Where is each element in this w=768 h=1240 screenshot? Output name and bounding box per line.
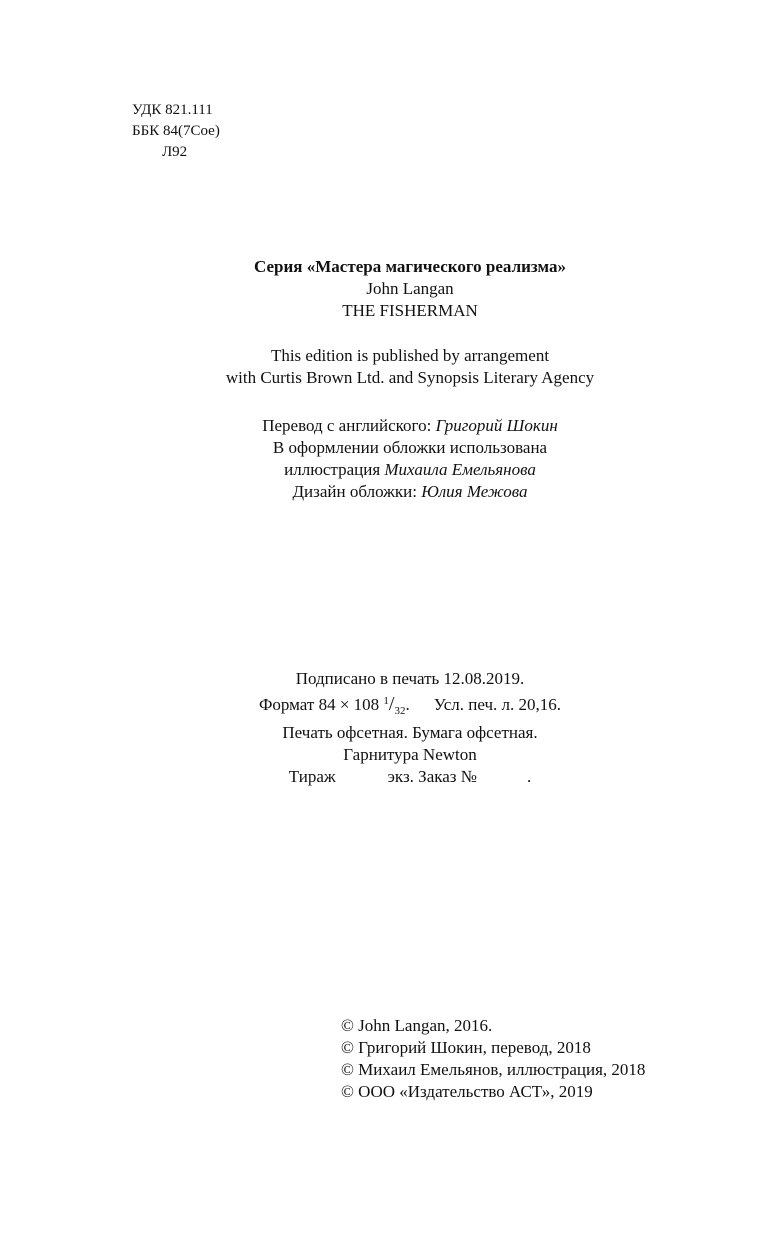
cover-line: В оформлении обложки использована — [272, 438, 548, 457]
format-end: . — [405, 695, 410, 714]
format-slash: / — [388, 693, 395, 715]
paper-line: Печать офсетная. Бумага офсетная. — [282, 723, 538, 742]
format-line — [0, 690, 768, 722]
copyright-line: © Михаил Емельянов, иллюстрация, 2018 — [341, 1060, 646, 1079]
series-label: Серия — [254, 257, 303, 276]
translator-name: Григорий Шокин — [435, 416, 558, 435]
series-line — [0, 256, 768, 278]
typeface-line: Гарнитура Newton — [343, 745, 477, 764]
illustration-label: иллюстрация — [284, 460, 381, 479]
design-label: Дизайн обложки: — [292, 482, 417, 501]
format-label: Формат 84 × 108 — [258, 695, 380, 714]
designer-name: Юлия Межова — [421, 482, 528, 501]
edition-note — [0, 345, 768, 389]
copyright-line: © Григорий Шокин, перевод, 2018 — [341, 1038, 591, 1057]
illustration-line — [0, 459, 768, 481]
original-author: John Langan — [366, 279, 454, 298]
run-end: . — [526, 767, 532, 786]
signed-line: Подписано в печать 12.08.2019. — [295, 669, 525, 688]
format-numerator: 1 — [383, 695, 389, 707]
illustrator-name: Михаила Емельянова — [384, 460, 536, 479]
copies-order: экз. Заказ № — [387, 767, 477, 786]
run-line — [0, 766, 768, 788]
author-mark: Л92 — [162, 144, 188, 160]
translation-line — [0, 415, 768, 437]
bbk-code: ББК 84(7Сое) — [132, 123, 220, 139]
format-denominator: 32 — [394, 705, 406, 717]
translation-label: Перевод с английского: — [262, 416, 432, 435]
series-name: «Мастера магического реализма» — [306, 257, 566, 276]
copyright-block — [341, 1015, 645, 1103]
edition-line-2: with Curtis Brown Ltd. and Synopsis Literary Agency — [225, 368, 595, 387]
sheets-info: Усл. печ. л. 20,16. — [433, 695, 562, 714]
series-block — [0, 256, 768, 322]
copyright-line: © John Langan, 2016. — [341, 1016, 493, 1035]
copyright-line: © ООО «Издательство АСТ», 2019 — [341, 1082, 593, 1101]
print-info-block — [0, 668, 768, 788]
original-title: THE FISHERMAN — [342, 301, 478, 320]
run-label: Тираж — [288, 767, 336, 786]
credits-block — [0, 415, 768, 503]
udk-code: УДК 821.111 — [132, 102, 213, 118]
classification-block — [132, 100, 220, 163]
edition-line-1: This edition is published by arrangement — [270, 346, 550, 365]
design-line — [0, 481, 768, 503]
